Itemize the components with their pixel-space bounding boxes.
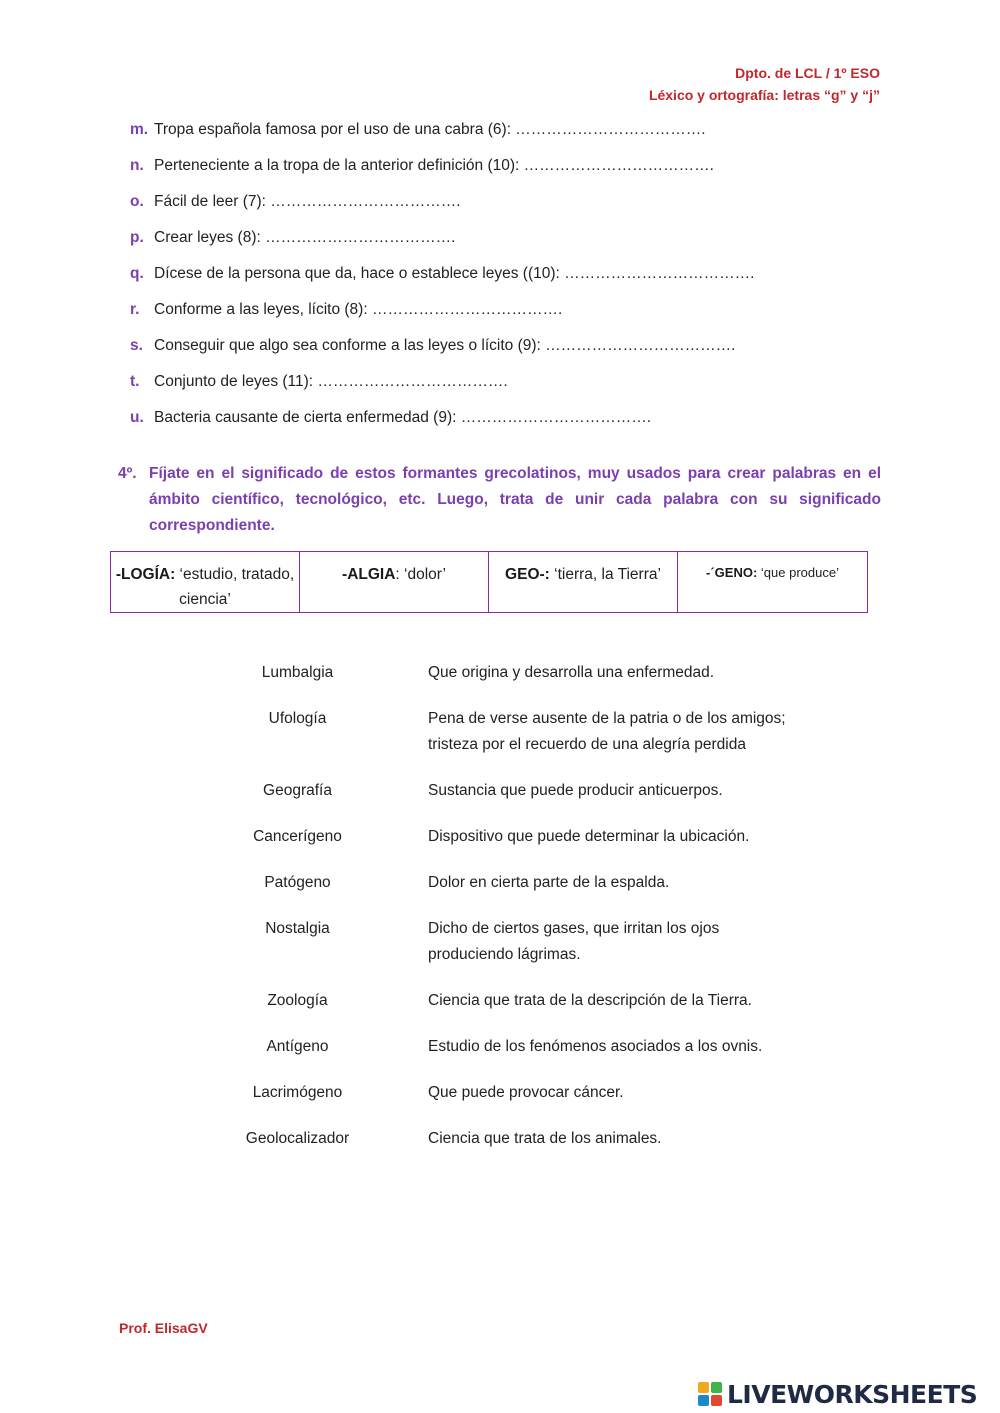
question-text: Dícese de la persona que da, hace o establece leyes ((10): ………………………………. [154,265,755,282]
matching-definition [428,1126,848,1152]
definition-line: Dicho de ciertos gases, que irritan los ojos [428,920,720,937]
question-letter: p. [130,229,144,246]
question-list [130,118,890,442]
matching-definition [428,1080,848,1106]
question-letter: t. [130,373,140,390]
definition-line: produciendo lágrimas. [428,946,581,963]
matching-definition [428,1034,848,1060]
definition-line: Estudio de los fenómenos asociados a los ovnis. [428,1038,763,1055]
matching-row [200,660,900,686]
question-letter: u. [130,409,144,426]
formant-cell [300,552,489,612]
matching-row [200,778,900,804]
formant-cell [678,552,867,612]
matching-word: Cancerígeno [253,828,342,845]
definition-line: Ciencia que trata de la descripción de la Tierra. [428,992,752,1009]
matching-word: Zoología [267,992,328,1009]
author-footer: Prof. ElisaGV [119,1320,208,1336]
formants-table [110,551,868,613]
matching-word: Lacrimógeno [252,1084,343,1101]
question-item [130,190,890,226]
definition-line: Pena de verse ausente de la patria o de los amigos; [428,710,786,727]
matching-word: Nostalgia [265,920,330,937]
question-letter: o. [130,193,144,210]
question-item [130,118,890,154]
formant-meaning: ‘que produce’ [757,565,839,580]
definition-line: Que origina y desarrolla una enfermedad. [428,664,715,681]
matching-row [200,870,900,896]
matching-definition [428,824,848,850]
question-text: Conforme a las leyes, lícito (8): ………………………………. [154,301,563,318]
matching-definition [428,706,848,758]
definition-line: Dolor en cierta parte de la espalda. [428,874,670,891]
exercise-instruction-text: Fíjate en el significado de estos formantes grecolatinos, muy usados para crear palabras en el ámbito científico, tecnológico, etc. Luego, trata de unir cada palabra con su significado correspondiente. [149,465,881,534]
question-item [130,370,890,406]
department-label: Dpto. de LCL / 1º ESO [735,65,880,81]
question-text: Conjunto de leyes (11): ………………………………. [154,373,508,390]
formant-meaning: ‘tierra, la Tierra’ [549,566,661,583]
matching-definition [428,988,848,1014]
matching-row [200,1126,900,1152]
formant-meaning: ‘estudio, tratado, ciencia’ [175,566,295,608]
formant-meaning: : ‘dolor’ [395,566,446,583]
formant-term: GEO-: [505,566,550,583]
question-letter: q. [130,265,144,282]
document-header [649,62,880,106]
question-text: Bacteria causante de cierta enfermedad (9): ………………………………. [154,409,652,426]
definition-line: Dispositivo que puede determinar la ubicación. [428,828,750,845]
formant-term: -ALGIA [342,566,396,583]
logo-tile [698,1395,709,1406]
logo-tile [711,1382,722,1393]
matching-word: Patógeno [264,874,331,891]
definition-line: tristeza por el recuerdo de una alegría perdida [428,736,746,753]
question-item [130,406,890,442]
formant-cell [111,552,300,612]
definition-line: Ciencia que trata de los animales. [428,1130,662,1147]
question-text: Crear leyes (8): ………………………………. [154,229,456,246]
matching-definition [428,870,848,896]
exercise-4-instruction [118,461,881,539]
matching-word: Ufología [268,710,327,727]
matching-word: Geolocalizador [245,1130,350,1147]
question-item [130,334,890,370]
formant-term: -LOGÍA: [115,566,176,583]
matching-word: Geografía [263,782,332,799]
question-item [130,262,890,298]
question-text: Perteneciente a la tropa de la anterior definición (10): ………………………………. [154,157,714,174]
matching-definition [428,916,848,968]
logo-text: LIVEWORKSHEETS [727,1379,978,1409]
question-text: Fácil de leer (7): ………………………………. [154,193,461,210]
question-text: Conseguir que algo sea conforme a las leyes o lícito (9): ………………………………. [154,337,736,354]
matching-row [200,824,900,850]
matching-word: Antígeno [266,1038,329,1055]
topic-label: Léxico y ortografía: letras “g” y “j” [648,87,880,103]
logo-tile [711,1395,722,1406]
formant-cell [489,552,678,612]
matching-row [200,916,900,968]
matching-definition [428,778,848,804]
definition-line: Sustancia que puede producir anticuerpos. [428,782,723,799]
definition-line: Que puede provocar cáncer. [428,1084,624,1101]
question-letter: s. [130,337,143,354]
matching-row [200,706,900,758]
logo-tile [698,1382,709,1393]
matching-word: Lumbalgia [261,664,334,681]
question-item [130,298,890,334]
question-letter: n. [130,157,144,174]
liveworksheets-logo [698,1380,977,1408]
exercise-number: 4º. [118,465,137,482]
question-letter: m. [130,121,149,138]
matching-exercise [200,660,900,1152]
logo-mark-icon [698,1382,722,1406]
question-item [130,226,890,262]
matching-row [200,988,900,1014]
question-letter: r. [130,301,140,318]
matching-definition [428,660,848,686]
question-item [130,154,890,190]
question-text: Tropa española famosa por el uso de una cabra (6): ………………………………. [154,121,706,138]
formant-term: -´GENO: [706,565,758,580]
matching-row [200,1080,900,1106]
matching-row [200,1034,900,1060]
